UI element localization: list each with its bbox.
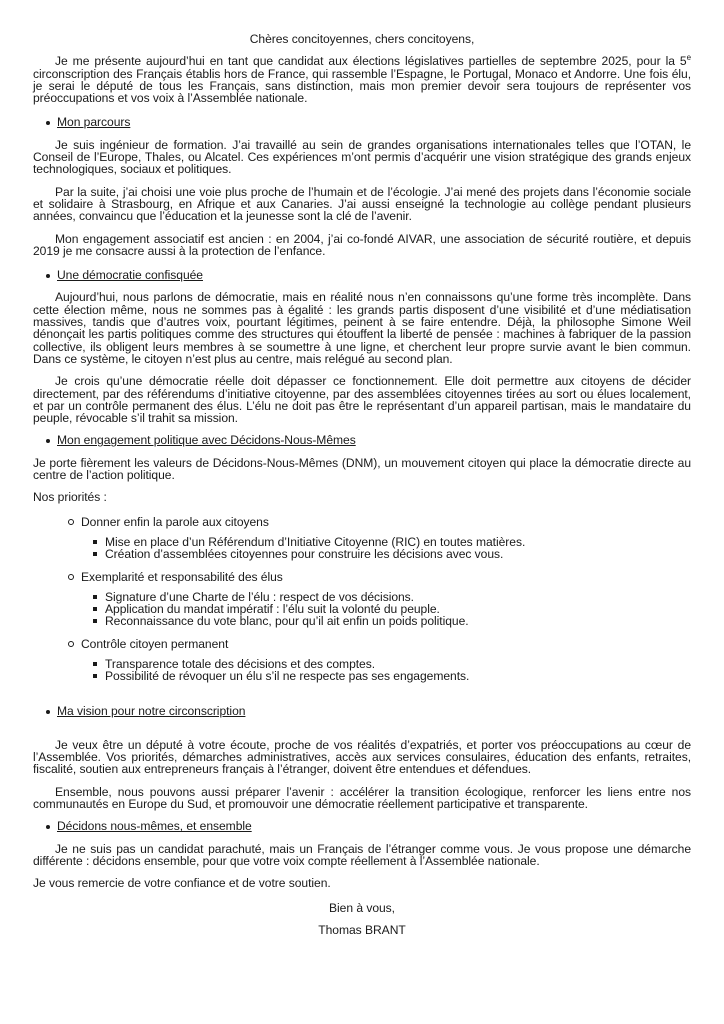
priority-heading-1: Donner enfin la parole aux citoyens [33,516,691,528]
decidons-paragraph: Je ne suis pas un candidat parachuté, mais un Français de l’étranger comme vous. Je vous propose une démarche différente : décidons ensemble, pour que votre voix compte réellement à l’Assemblée nationale. [33,841,691,868]
section-title: Ma vision pour notre circonscription [57,703,246,718]
priority-item: Reconnaissance du vote blanc, pour qu’il ait enfin un poids politique. [33,615,691,627]
vision-paragraph-2: Ensemble, nous pouvons aussi préparer l’avenir : accélérer la transition écologique, renforcer les liens entre nos communautés en Europe du Sud, et promouvoir une démocratie réellement participative et transparente. [33,784,691,812]
section-heading-parcours [33,116,691,128]
priority-item: Signature d’une Charte de l’élu : respect de vos décisions. [33,591,691,603]
thanks-line: Je vous remercie de votre confiance et de votre soutien. [33,876,331,891]
priority-item: Mise en place d’un Référendum d’Initiative Citoyenne (RIC) en toutes matières. [33,536,691,548]
greeting: Chères concitoyennes, chers concitoyens, [249,32,475,46]
section-title: Une démocratie confisquée [57,268,203,283]
section-title: Mon engagement politique avec Décidons-Nous-Mêmes [57,433,356,448]
closing-line: Bien à vous, [329,900,395,915]
section-heading-democratie [33,269,691,281]
signature: Thomas BRANT [318,922,406,937]
vision-paragraph-1: Je veux être un député à votre écoute, proche de vos réalités d’expatriés, et porter vos préoccupations au cœur de l’Assemblée. Vos priorités, démarches administratives, accès aux services consulaires, éducation des enfants, retraites, fiscalité, soutien aux entrepreneurs français à l’étranger, doivent être entendues et défendues. [33,737,691,777]
section-title: Décidons nous-mêmes, et ensemble [57,819,252,834]
section-heading-vision [33,705,691,717]
priority-item: Possibilité de révoquer un élu s’il ne respecte pas ses engagements. [33,670,691,682]
parcours-paragraph-2: Par la suite, j’ai choisi une voie plus proche de l’humain et de l’écologie. J’ai mené des projets dans l’économie sociale et solidaire à Strasbourg, en Afrique et aux Canaries. J’ai aussi enseigné la technologie au collège pendant plusieurs années, convaincu que l’éducation et la jeunesse sont la clé de l’avenir. [33,184,691,224]
intro-text-b: circonscription des Français établis hors de France, qui rassemble l’Espagne, le Portugal, Monaco et Andorre. Une fois élu, je serai le député de tous les Français, sans distinction, mais mon premier devoir sera toujours de représenter vos préoccupations et vos voix à l’Assemblée nationale. [33,66,691,106]
intro-text-a: Je me présente aujourd’hui en tant que candidat aux élections législatives partielles de septembre 2025, pour la 5 [55,54,687,69]
democratie-paragraph-2: Je crois qu’une démocratie réelle doit dépasser ce fonctionnement. Elle doit permettre aux citoyens de décider directement, par des référendums d’initiative citoyenne, par des assemblées citoyennes tirées au sort ou élues localement, et par un contrôle permanent des élus. L’élu ne doit pas être le représentant d’un appareil partisan, mais le mandataire du peuple, révocable s’il trahit sa mission. [33,374,691,426]
parcours-paragraph-1: Je suis ingénieur de formation. J’ai travaillé au sein de grandes organisations internationales telles que l’OTAN, le Conseil de l’Europe, Thales, ou Alcatel. Ces expériences m’ont permis d’acquérir une vision stratégique des grands enjeux technologiques, sociaux et politiques. [33,137,691,177]
engagement-paragraph: Je porte fièrement les valeurs de Décidons-Nous-Mêmes (DNM), un mouvement citoyen qui place la démocratie directe au centre de l’action politique. [33,455,691,483]
section-heading-decidons [33,820,691,832]
intro-paragraph [33,55,691,104]
democratie-paragraph-1: Aujourd’hui, nous parlons de démocratie, mais en réalité nous n’en connaissons qu’une forme très incomplète. Dans cette élection même, nous ne sommes pas à égalité : les grands partis disposent d’une visibilité et d’une médiatisation massives, tandis que d’autres voix, pourtant légitimes, peinent à se faire entendre. Déjà, la philosophe Simone Weil dénonçait les partis politiques comme des structures qui étouffent la liberté de pensée : machines à fabriquer de la passion collective, ils obligent leurs membres à se soumettre à une ligne, et cherchent leur propre survie avant le bien commun. Dans ce système, le citoyen n’est plus au centre, mais relégué au second plan. [33,290,691,366]
priority-item: Transparence totale des décisions et des comptes. [33,658,691,670]
ordinal-suffix: e [686,53,691,63]
parcours-paragraph-3: Mon engagement associatif est ancien : en 2004, j’ai co-fondé AIVAR, une association de sécurité routière, et depuis 2019 je me consacre aussi à la protection de l’enfance. [33,231,691,258]
priority-item: Création d’assemblées citoyennes pour construire les décisions avec vous. [33,548,691,560]
priority-heading-2: Exemplarité et responsabilité des élus [33,571,691,583]
priority-item: Application du mandat impératif : l’élu suit la volonté du peuple. [33,603,691,615]
campaign-letter [33,33,691,946]
section-heading-engagement [33,434,691,446]
priorities-label: Nos priorités : [33,490,107,505]
priority-heading-3: Contrôle citoyen permanent [33,638,691,650]
section-title: Mon parcours [57,115,131,130]
